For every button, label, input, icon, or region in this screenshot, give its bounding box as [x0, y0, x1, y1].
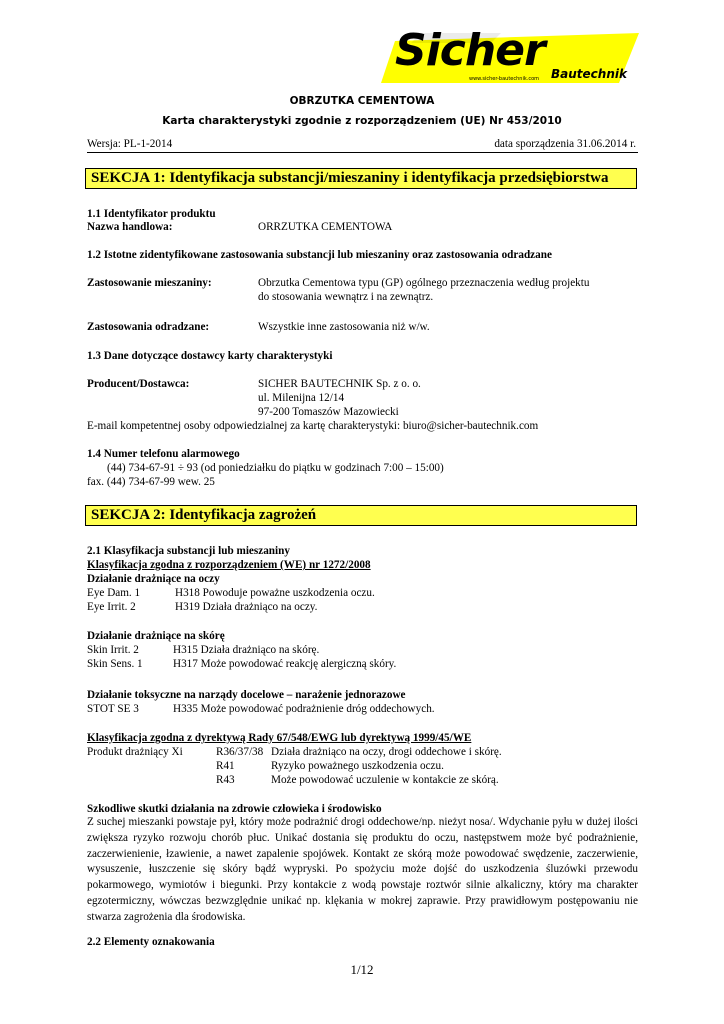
producer-street: ul. Milenijna 12/14 [258, 392, 345, 404]
stot-title: Działanie toksyczne na narządy docelowe – narażenie jednorazowe [87, 689, 406, 701]
skin-title: Działanie drażniące na skórę [87, 630, 225, 642]
eye-class: Eye Dam. 1 [87, 587, 141, 599]
dsd-desc: Może powodować uczulenie w kontakcie ze skórą. [271, 774, 499, 786]
producer-name: SICHER BAUTECHNIK Sp. z o. o. [258, 378, 421, 390]
eyes-title: Działanie drażniące na oczy [87, 573, 220, 585]
producer-label: Producent/Dostawca: [87, 378, 190, 390]
header-rule [87, 152, 638, 153]
eye-hazard: H318 Powoduje poważne uszkodzenia oczu. [175, 587, 375, 599]
section-1-heading: SEKCJA 1: Identyfikacja substancji/mieszaniny i identyfikacja przedsiębiorstwa [85, 168, 637, 189]
version-label: Wersja: PL-1-2014 [87, 138, 173, 150]
s21-title: 2.1 Klasyfikacja substancji lub mieszaniny [87, 545, 290, 557]
document-title: OBRZUTKA CEMENTOWA [289, 95, 435, 107]
s22-title: 2.2 Elementy oznakowania [87, 936, 215, 948]
skin-hazard: H317 Może powodować reakcję alergiczną skóry. [173, 658, 397, 670]
stot-hazard: H335 Może powodować podrażnienie dróg oddechowych. [173, 703, 435, 715]
section-2-heading: SEKCJA 2: Identyfikacja zagrożeń [85, 505, 637, 526]
clp-title: Klasyfikacja zgodna z rozporządzeniem (WE) nr 1272/2008 [87, 559, 371, 571]
s14-title: 1.4 Numer telefonu alarmowego [87, 448, 240, 460]
not-use-value: Wszystkie inne zastosowania niż w/w. [258, 321, 430, 333]
skin-class: Skin Sens. 1 [87, 658, 143, 670]
dsd-desc: Ryzyko poważnego uszkodzenia oczu. [271, 760, 444, 772]
s12-title: 1.2 Istotne zidentyfikowane zastosowania substancji lub mieszaniny oraz zastosowania odradzane [87, 249, 552, 261]
use-label: Zastosowanie mieszaniny: [87, 277, 212, 289]
email-line: E-mail kompetentnej osoby odpowiedzialnej za kartę charakterystyki: biuro@sicher-bautechnik.com [87, 420, 539, 432]
trade-name-value: ORRZUTKA CEMENTOWA [258, 221, 393, 233]
eye-hazard: H319 Działa drażniąco na oczy. [175, 601, 318, 613]
page-number: 1/12 [350, 962, 374, 977]
health-paragraph: Z suchej mieszanki powstaje pył, który może podrażnić drogi oddechowe/np. nieżyt nosa/. Wdychanie pyłu w dużej ilości zwiększa ryzyko rozwoju chorób płuc. Unikać dostania się produktu do oczu, następstwem może być podrażnienie, zaczerwienienie, łzawienie, a nawet zapalenie spojówek. Kontakt ze skórą może powodować swędzenie, zaczerwienie, wysuszenie, łuszczenie się skóry bądź wypryski. Po spożyciu może dojść do uszkodzenia śluzówki przewodu pokarmowego, wymiotów i biegunki. Przy kontakcie z wodą powstaje roztwór silnie alkaliczny, który ma charakter egzotermiczny, wówczas bezwzględnie unikać np. klękania w mokrej zaprawie. Przy prawidłowym postępowaniu nie stwarza zagrożenia dla środowiska. [87, 816, 638, 923]
use-value-line2: do stosowania wewnątrz i na zewnątrz. [258, 291, 434, 303]
fax-line: fax. (44) 734-67-99 wew. 25 [87, 476, 215, 488]
use-value-line1: Obrzutka Cementowa typu (GP) ogólnego przeznaczenia według projektu [258, 277, 590, 289]
document-subtitle: Karta charakterystyki zgodnie z rozporządzeniem (UE) Nr 453/2010 [162, 115, 562, 127]
eye-class: Eye Irrit. 2 [87, 601, 136, 613]
dsd-code: R41 [216, 760, 235, 772]
s13-title: 1.3 Dane dotyczące dostawcy karty charakterystyki [87, 350, 333, 362]
company-logo [381, 25, 639, 83]
not-use-label: Zastosowania odradzane: [87, 321, 210, 333]
dsd-code: R43 [216, 774, 235, 786]
s11-title: 1.1 Identyfikator produktu [87, 208, 216, 220]
stot-class: STOT SE 3 [87, 703, 139, 715]
dsd-desc: Działa drażniąco na oczy, drogi oddechowe i skórę. [271, 746, 502, 758]
trade-name-label: Nazwa handlowa: [87, 221, 173, 233]
health-title: Szkodliwe skutki działania na zdrowie człowieka i środowisko [87, 803, 382, 815]
dsd-code: R36/37/38 [216, 746, 264, 758]
dsd-label: Produkt drażniący Xi [87, 746, 183, 758]
skin-class: Skin Irrit. 2 [87, 644, 139, 656]
logo-brand: Sicher [395, 25, 545, 76]
dsd-title: Klasyfikacja zgodna z dyrektywą Rady 67/548/EWG lub dyrektywą 1999/45/WE [87, 732, 472, 744]
skin-hazard: H315 Działa drażniąco na skórę. [173, 644, 320, 656]
logo-subbrand: Bautechnik [551, 67, 627, 81]
phone-line: (44) 734-67-91 ÷ 93 (od poniedziałku do piątku w godzinach 7:00 – 15:00) [107, 462, 444, 474]
producer-city: 97-200 Tomaszów Mazowiecki [258, 406, 399, 418]
date-label: data sporządzenia 31.06.2014 r. [494, 138, 636, 150]
logo-url: www.sicher-bautechnik.com [469, 76, 540, 82]
